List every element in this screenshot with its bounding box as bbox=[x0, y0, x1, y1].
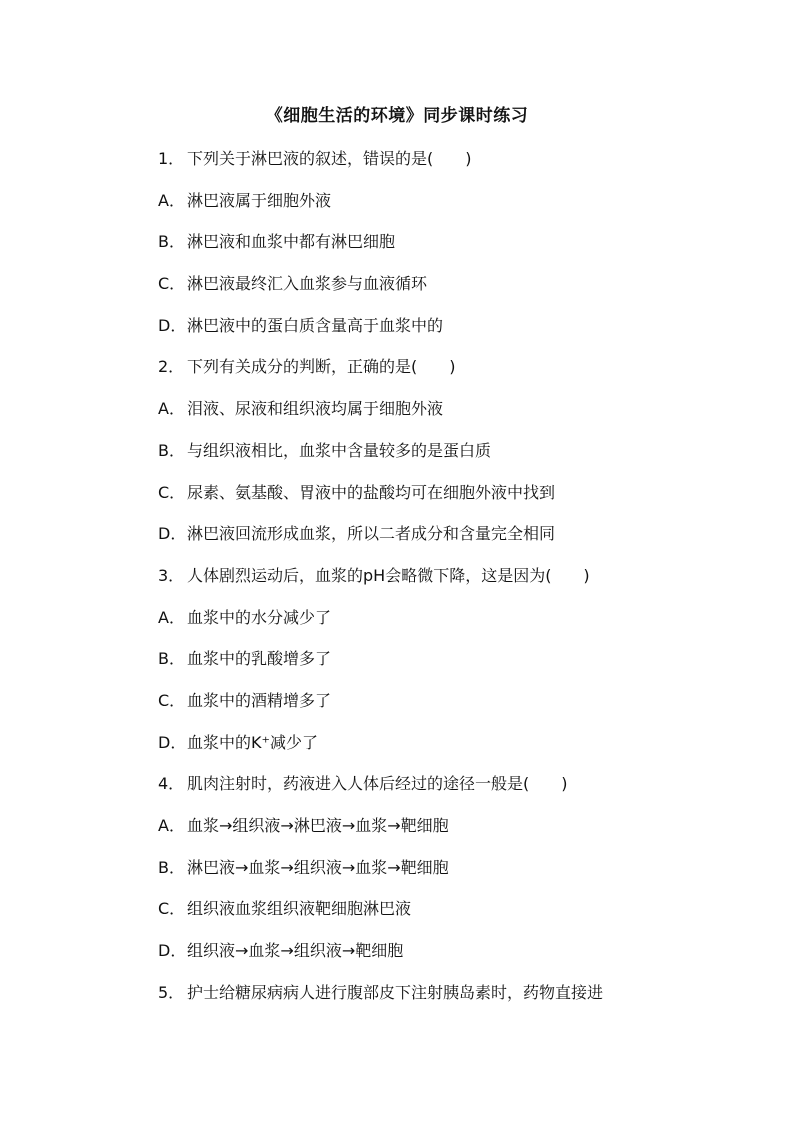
option-letter: B． bbox=[158, 232, 185, 252]
answer-option bbox=[158, 480, 718, 522]
answer-option bbox=[158, 813, 718, 855]
question-stem bbox=[158, 980, 718, 1022]
option-text: 淋巴液最终汇入血浆参与血液循环 bbox=[187, 274, 428, 294]
option-text: 淋巴液和血浆中都有淋巴细胞 bbox=[187, 232, 396, 252]
answer-option bbox=[158, 896, 718, 938]
answer-option bbox=[158, 730, 718, 772]
option-text: 血浆中的酒精增多了 bbox=[187, 690, 332, 710]
question-text: 肌肉注射时，药液进入人体后经过的途径一般是( ) bbox=[187, 774, 568, 794]
question-text: 护士给糖尿病病人进行腹部皮下注射胰岛素时，药物直接进 bbox=[187, 982, 604, 1002]
option-letter: C． bbox=[158, 274, 186, 294]
question-number: 1． bbox=[158, 149, 185, 168]
option-letter: B． bbox=[158, 649, 185, 669]
question-text: 人体剧烈运动后，血浆的pH会略微下降，这是因为( ) bbox=[187, 565, 590, 585]
option-text: 血浆中的水分减少了 bbox=[187, 607, 332, 627]
question-list bbox=[158, 146, 718, 1021]
question-stem bbox=[158, 771, 718, 813]
option-letter: C． bbox=[158, 899, 186, 919]
option-text: 组织液血浆组织液靶细胞淋巴液 bbox=[187, 899, 412, 919]
question-text: 下列关于淋巴液的叙述，错误的是( ) bbox=[187, 149, 472, 168]
question-stem bbox=[158, 563, 718, 605]
page-title: 《细胞生活的环境》同步课时练习 bbox=[265, 106, 529, 126]
answer-option bbox=[158, 521, 718, 563]
answer-option bbox=[158, 855, 718, 897]
question-number: 3． bbox=[158, 565, 185, 585]
answer-option bbox=[158, 396, 718, 438]
answer-option bbox=[158, 646, 718, 688]
option-letter: D． bbox=[158, 524, 187, 544]
question-stem bbox=[158, 146, 718, 188]
option-letter: B． bbox=[158, 440, 185, 460]
answer-option bbox=[158, 313, 718, 355]
option-letter: C． bbox=[158, 482, 186, 502]
question-number: 5． bbox=[158, 982, 185, 1002]
option-text: 泪液、尿液和组织液均属于细胞外液 bbox=[187, 399, 444, 419]
answer-option bbox=[158, 938, 718, 980]
question-number: 4． bbox=[158, 774, 185, 794]
option-text: 血浆中的乳酸增多了 bbox=[187, 649, 332, 669]
option-letter: D． bbox=[158, 941, 187, 961]
option-letter: D． bbox=[158, 732, 187, 752]
answer-option bbox=[158, 271, 718, 313]
question-number: 2． bbox=[158, 357, 185, 377]
answer-option bbox=[158, 688, 718, 730]
option-letter: B． bbox=[158, 857, 185, 877]
question-stem bbox=[158, 354, 718, 396]
question-text: 下列有关成分的判断，正确的是( ) bbox=[187, 357, 456, 377]
option-letter: D． bbox=[158, 315, 187, 335]
option-letter: A． bbox=[158, 190, 185, 210]
option-text: 尿素、氨基酸、胃液中的盐酸均可在细胞外液中找到 bbox=[187, 482, 556, 502]
answer-option bbox=[158, 605, 718, 647]
option-text: 淋巴液属于细胞外液 bbox=[187, 190, 332, 210]
option-letter: A． bbox=[158, 399, 185, 419]
option-text: 淋巴液回流形成血浆，所以二者成分和含量完全相同 bbox=[187, 524, 556, 544]
answer-option bbox=[158, 438, 718, 480]
option-letter: A． bbox=[158, 607, 185, 627]
answer-option bbox=[158, 229, 718, 271]
option-text: 淋巴液→血浆→组织液→血浆→靶细胞 bbox=[187, 857, 449, 877]
option-text: 血浆→组织液→淋巴液→血浆→靶细胞 bbox=[187, 816, 449, 835]
option-text: 组织液→血浆→组织液→靶细胞 bbox=[187, 941, 404, 961]
option-letter: A． bbox=[158, 816, 185, 835]
option-letter: C． bbox=[158, 690, 186, 710]
option-text: 淋巴液中的蛋白质含量高于血浆中的 bbox=[187, 315, 444, 335]
option-text: 与组织液相比，血浆中含量较多的是蛋白质 bbox=[187, 440, 492, 460]
option-text: 血浆中的K⁺减少了 bbox=[187, 732, 318, 752]
answer-option bbox=[158, 188, 718, 230]
